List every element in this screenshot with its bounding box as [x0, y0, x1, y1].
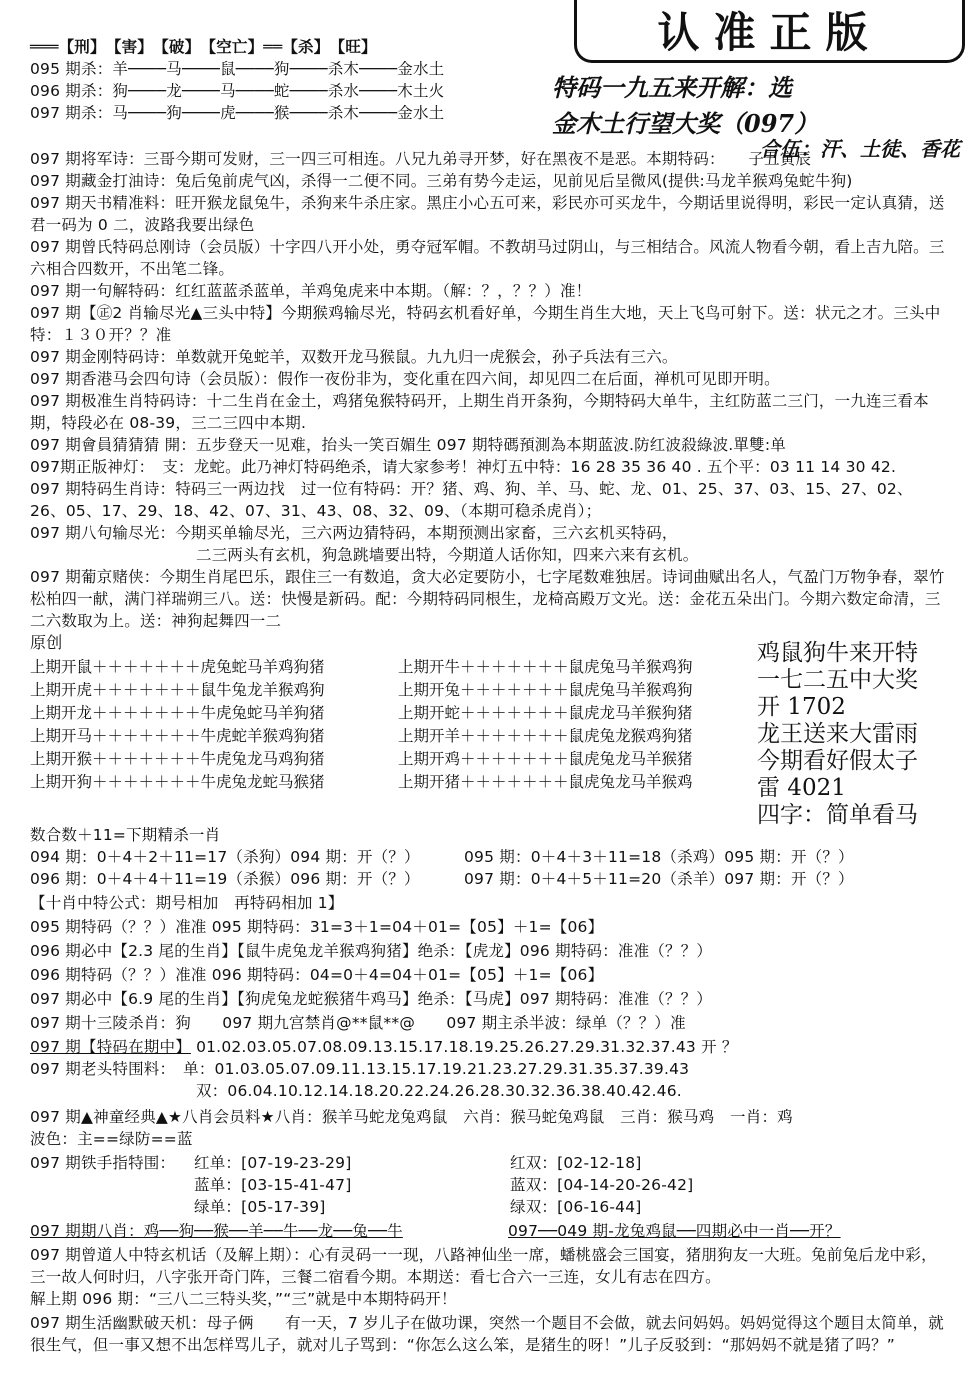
kill-row: 096 期杀：狗────龙────马────蛇────杀水────木土火: [30, 82, 445, 100]
formula-line: 097 期必中【6.9 尾的生肖】【狗虎兔龙蛇猴猪牛鸡马】绝杀：【马虎】097 期特码：准准（？？）: [30, 990, 713, 1008]
sum-row: 096 期：0＋4＋4＋11=19（杀猴）096 期：开（？）: [30, 870, 420, 888]
in-period-numbers: [30, 1036, 738, 1058]
one-line-solution: 097 期一句解特码：红红蓝蓝杀蓝单，羊鸡兔虎来中本期。（解：？，？？）准！: [30, 282, 592, 300]
member-guess: 097 期會員猜猜猜 開：五步登天一见难，抬头一笑百媚生 097 期特碼預測為本期蓝波.防红波殺綠波.單雙:单: [30, 436, 786, 454]
sum-row: 094 期：0＋4＋2＋11=17（杀狗）094 期：开（？）: [30, 848, 420, 866]
zodiac-numbers: 097 期特码生肖诗：特码三一两边找 过一位有特码：开？猪、鸡、狗、羊、马、蛇、龙、01、25、37、03、15、27、02、26、05、17、29、18、42、07、31、43、08、32、09、（本期可稳杀虎肖）；: [30, 480, 913, 520]
poem-heaven-book: 097 期天书精准料：旺开猴龙鼠兔牛，杀狗来牛杀庄家。黑庄小心五可来，彩民亦可买龙牛，今期话里说得明，彩民一定认真猜，送君一码为 0 二，波路我要出绿色: [30, 194, 945, 234]
poem-hidden-gold: 097 期藏金打油诗：兔后兔前虎气凶，杀得一二便不同。三弟有势今走运，见前见后呈微风(提供:马龙羊猴鸡兔蛇牛狗): [30, 172, 853, 190]
sum-row: 095 期：0＋4＋3＋11=18（杀鸡）095 期：开（？）: [464, 848, 854, 866]
four-period-zodiac: 097──049 期-龙兔鸡鼠──四期必中一肖──开？: [508, 1222, 841, 1240]
table-row: 上期开猪＋＋＋＋＋＋＋鼠虎兔龙马羊猴鸡: [398, 773, 693, 791]
handwritten-line-1: 特码一九五来开解：选: [552, 73, 792, 102]
kill-row: 095 期杀：羊────马────鼠────狗────杀木────金水土: [30, 60, 445, 78]
last-period-solution: 解上期 096 期：“三八二三特头奖，”“三”就是中本期特码开！: [30, 1290, 457, 1308]
iron-finger-title: 097 期铁手指特围：: [30, 1154, 176, 1172]
formula-title: 【十肖中特公式：期号相加 再特码相加 1】: [30, 894, 344, 912]
eight-lines-b: 二三两头有玄机，狗急跳墙要出特，今期道人话你知，四来六来有玄机。: [196, 546, 699, 564]
table-row: 上期开猴＋＋＋＋＋＋＋牛虎兔龙马鸡狗猪: [30, 750, 325, 768]
eight-zodiac-period: 097 期期八肖：鸡──狗──猴──羊──牛──龙──兔──牛: [30, 1222, 403, 1240]
magic-lamp: 097期正版神灯： 支：龙蛇。此乃神灯特码绝杀，请大家参考！神灯五中特：16 28 35 36 40 . 五个平：03 11 14 30 42.: [30, 458, 897, 476]
old-man-odd: 097 期老头特围料： 单：01.03.05.07.09.11.13.15.17.19.21.23.27.29.31.35.37.39.43: [30, 1060, 690, 1078]
eight-lines-a: 097 期八句输尽光：今期买单输尽光，三六两边猜特码，本期预测出家畜，三六玄机买特码，: [30, 524, 678, 542]
side-line: 四字：简单看马: [757, 802, 918, 828]
in-period-label: 097 期【特码在期中】: [30, 1038, 191, 1056]
side-line: 龙王送来大雷雨: [757, 721, 918, 747]
left-zodiac-table: [30, 656, 325, 794]
formula-line: 096 期必中【2.3 尾的生肖】【鼠牛虎兔龙羊猴鸡狗猪】绝杀：【虎龙】096 期特码：准准（？？）: [30, 942, 713, 960]
table-row: 上期开虎＋＋＋＋＋＋＋鼠牛兔龙羊猴鸡狗: [30, 681, 325, 699]
macau-gambler: 097 期葡京赌侠：今期生肖尾巴乐，跟住三一有数追，贪大必定要防小，七字尾数难独居。诗词曲赋出名人，气盈门万物争春，翠竹松柏四一献，满门祥瑞朔三八。送：快慢是新码。配：今期特码同根生，龙椅高殿万文光。送：金花五朵出门。今期六数定命清，三二六数取为上。送：神狗起舞四一二: [30, 568, 945, 630]
authentic-stamp: 认准正版: [574, 0, 965, 63]
table-row: 上期开龙＋＋＋＋＋＋＋牛虎兔蛇马羊狗猪: [30, 704, 325, 722]
three-heads: 097 期【㊣2 肖输尽光▲三头中特】今期猴鸡输尽光，特码玄机看好单，今期生肖生大地，天上飞鸟可射下。送：状元之才。三头中特：１３０开？？准: [30, 304, 941, 344]
handwritten-line-2: 金木土行望大奖（097）: [552, 109, 819, 138]
poem-general: 097 期将军诗：三哥今期可发财，三一四三可相连。八兄九弟寻开梦，好在黑夜不是恶。本期特码： 子丑寅辰: [30, 150, 812, 168]
humor-story: 097 期生活幽默破天机：母子俩 有一天，7 岁儿子在做功课，突然一个题目不会做，就去问妈妈。妈妈觉得这个题目太简单，就很生气，但一事又想不出怎样骂儿子，就对儿子骂到：“你怎么这么笨，是猪生的呀！”儿子反驳到：“那妈妈不就是猪了吗？”: [30, 1314, 945, 1354]
eight-zodiac-members: 097 期▲神童经典▲★八肖会员料★八肖：猴羊马蛇龙兔鸡鼠 六肖：猴马蛇兔鸡鼠 三肖：猴马鸡 一肖：鸡: [30, 1108, 793, 1126]
iron-red-odd: 红单：[07-19-23-29]: [194, 1154, 352, 1172]
kill-row: 097 期杀：马────狗────虎────猴────杀木────金水土: [30, 104, 445, 122]
table-row: 上期开鸡＋＋＋＋＋＋＋鼠虎兔龙马羊猴猪: [398, 750, 693, 768]
iron-green-odd: 绿单：[05-17-39]: [194, 1198, 326, 1216]
handwritten-line-3: 合伍：汗、土徒、香花: [760, 137, 960, 161]
side-line: 一七二五中大奖: [757, 667, 918, 693]
table-row: 上期开兔＋＋＋＋＋＋＋鼠虎兔马羊猴鸡狗: [398, 681, 693, 699]
wave-color: 波色：主==绿防==蓝: [30, 1130, 193, 1148]
right-zodiac-table: [398, 656, 693, 794]
kill-forbidden: 097 期十三陵杀肖：狗 097 期九宫禁肖@**鼠**@ 097 期主杀半波：绿单（？？）准: [30, 1014, 686, 1032]
table-row: 上期开狗＋＋＋＋＋＋＋牛虎兔龙蛇马猴猪: [30, 773, 325, 791]
table-row: 上期开鼠＋＋＋＋＋＋＋虎兔蛇马羊鸡狗猪: [30, 658, 325, 676]
header-row: ═══【刑】 【害】 【破】 【空亡】══【杀】 【旺】: [30, 38, 377, 56]
iron-green-even: 绿双：[06-16-44]: [510, 1198, 642, 1216]
table-row: 上期开马＋＋＋＋＋＋＋牛虎蛇羊猴鸡狗猪: [30, 727, 325, 745]
table-row: 上期开蛇＋＋＋＋＋＋＋鼠虎龙马羊猴狗猪: [398, 704, 693, 722]
original-label: 原创: [30, 633, 63, 652]
poem-hk-jockey: 097 期香港马会四句诗（会员版）：假作一夜份非为，变化重在四六间，却见四二在后面，禅机可见即开明。: [30, 370, 780, 388]
poem-zodiac: 097 期极准生肖特码诗：十二生肖在金土，鸡猪兔猴特码开，上期生肖开条狗，今期特码大单牛，主红防蓝二三门，一九连三看本期，特段必在 08-39，三二三四中本期.: [30, 392, 929, 432]
side-line: 今期看好假太子: [757, 748, 918, 774]
formula-line: 096 期特码（？？）准准 096 期特码：04=0＋4=04＋01=【05】＋1=【06】: [30, 966, 604, 984]
table-row: 上期开牛＋＋＋＋＋＋＋鼠虎兔马羊猴鸡狗: [398, 658, 693, 676]
sum-title: 数合数＋11=下期精杀一肖: [30, 826, 221, 844]
side-line: 开 1702: [757, 694, 846, 720]
side-line: 鸡鼠狗牛来开特: [757, 640, 918, 666]
iron-red-even: 红双：[02-12-18]: [510, 1154, 642, 1172]
taoist-riddle: 097 期曾道人中特玄机话（及解上期）：心有灵码一一现，八路神仙坐一席，蟠桃盛会三国宴，猪朋狗友一大班。兔前兔后龙中彩，三一故人何时归，八字张开奇门阵，三餐二宿看今期。本期送：看七合六一三连，女儿有志在四方。: [30, 1246, 937, 1286]
old-man-even: 双：06.04.10.12.14.18.20.22.24.26.28.30.32.36.38.40.42.46.: [196, 1082, 682, 1100]
poem-zeng: 097 期曾氏特码总刚诗（会员版）十字四八开小处，勇夺冠军帽。不教胡马过阴山，与三相结合。风流人物看今朝，看上吉九陪。三六相合四数开，不出笔二锋。: [30, 238, 945, 278]
iron-blue-odd: 蓝单：[03-15-41-47]: [194, 1176, 352, 1194]
side-line: 雷 4021: [757, 775, 846, 801]
formula-line: 095 期特码（？？）准准 095 期特码：31=3＋1=04＋01=【05】＋1=【06】: [30, 918, 604, 936]
poem-diamond: 097 期金刚特码诗：单数就开兔蛇羊，双数开龙马猴鼠。九九归一虎猴会，孙子兵法有三六。: [30, 348, 678, 366]
sum-row: 097 期：0＋4＋5＋11=20（杀羊）097 期：开（？）: [464, 870, 854, 888]
table-row: 上期开羊＋＋＋＋＋＋＋鼠虎兔龙猴鸡狗猪: [398, 727, 693, 745]
in-period-values: 01.02.03.05.07.08.09.13.15.17.18.19.25.26.27.29.31.32.37.43 开 ？: [196, 1038, 738, 1056]
iron-blue-even: 蓝双：[04-14-20-26-42]: [510, 1176, 694, 1194]
